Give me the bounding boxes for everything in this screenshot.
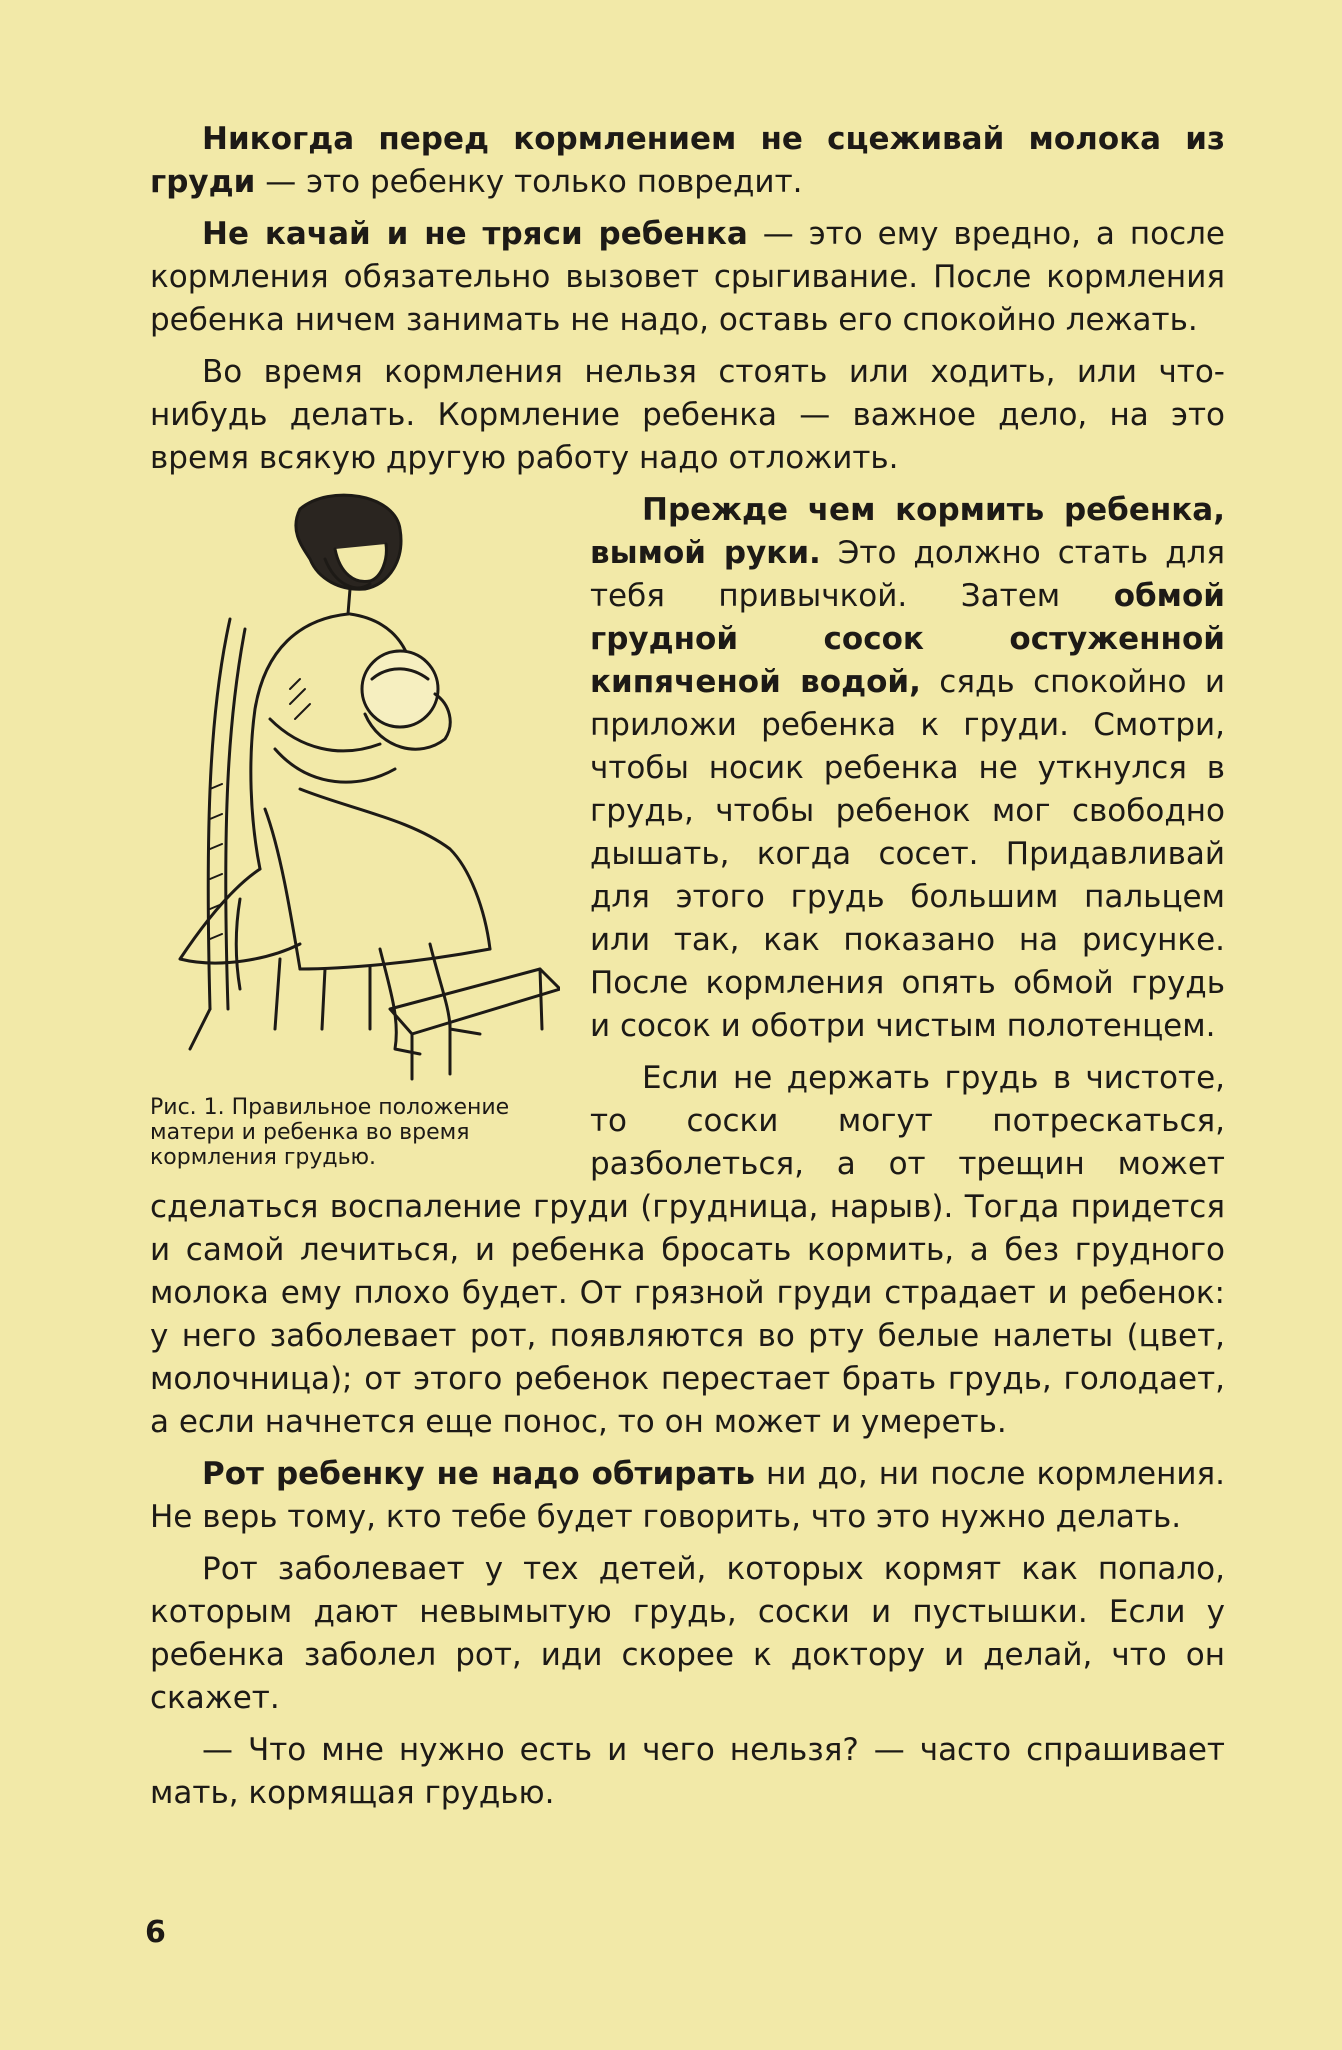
figure-mother-and-child (150, 489, 560, 1170)
bold-phrase: Рот ребенку не надо обтирать (202, 1456, 755, 1492)
paragraph-1 (150, 118, 1225, 204)
paragraph-text: ни до, ни после кормления. Не верь тому, кто тебе будет говорить, что это нужно делать. (150, 1456, 1226, 1535)
page-number: 6 (145, 1915, 166, 1950)
paragraph-text: — Что мне нужно есть и чего нельзя? — часто спрашивает мать, кормящая грудью. (150, 1732, 1225, 1811)
paragraph-text: сядь спокойно и приложи ребенка к груди. Смотри, чтобы носик ребенка не уткнулся в грудь, чтобы ребенок мог свободно дышать, когда сосет. Придавливай для этого грудь большим пальцем или так, как показано на рисунке. После кормления опять обмой грудь и сосок и оботри чистым полотенцем. (590, 664, 1225, 1044)
mother-feeding-illustration (150, 489, 560, 1089)
figure-caption: Рис. 1. Правильное положение матери и ребенка во время кормления грудью. (150, 1095, 510, 1170)
paragraph-text: Рот заболевает у тех детей, которых кормят как попало, которым дают невымытую грудь, соски и пустышки. Если у ребенка заболел рот, иди скорее к доктору и делай, что он скажет. (150, 1551, 1225, 1716)
paragraph-text: Во время кормления нельзя стоять или ходить, или что-нибудь делать. Кормление ребенка — важное дело, на это время всякую другую работу надо отложить. (150, 354, 1225, 476)
bold-phrase: обмой грудной сосок остуженной кипяченой водой, (590, 578, 1225, 700)
paragraph-text: — это ему вредно, а после кормления обязательно вызовет срыгивание. После кормления ребенка ничем занимать не надо, оставь его спокойно лежать. (150, 216, 1226, 338)
paragraph-8 (150, 1729, 1225, 1815)
paragraph-2 (150, 213, 1225, 342)
bold-phrase: Не качай и не тряси ребенка (202, 216, 748, 252)
paragraph-7 (150, 1548, 1225, 1720)
paragraph-text: Если не держать грудь в чистоте, то соски могут потрескаться, разболеться, а от трещин может сделаться воспаление груди (грудница, нарыв). Тогда придется и самой лечиться, и ребенка бросать кормить, а без грудного молока ему плохо будет. От грязной груди страдает и ребенок: у него заболевает рот, появляются во рту белые налеты (цвет, молочница); от этого ребенок перестает брать грудь, голодает, а если начнется еще понос, то он может и умереть. (150, 1060, 1225, 1440)
paragraph-6 (150, 1453, 1225, 1539)
paragraph-text: — это ребенку только повредит. (255, 164, 803, 200)
bold-phrase: Никогда перед кормлением не сцеживай молока из груди (150, 121, 1225, 200)
paragraph-text: Это должно стать для тебя привычкой. Затем (590, 535, 1225, 614)
paragraph-3 (150, 351, 1225, 480)
bold-phrase: Прежде чем кормить ребенка, вымой руки. (590, 492, 1225, 571)
page-body (150, 118, 1225, 1824)
